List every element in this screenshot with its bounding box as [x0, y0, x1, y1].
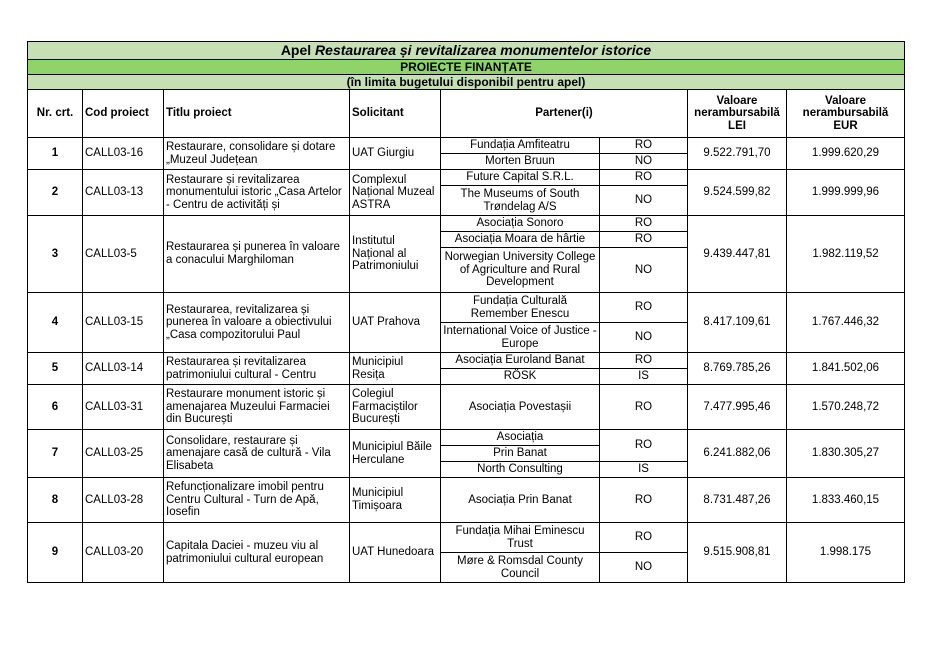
partner-name: Future Capital S.R.L.: [441, 170, 600, 186]
table-row: [28, 138, 905, 154]
grant-eur: 1.998.175: [787, 523, 905, 583]
partner-name: Fundația Amfiteatru: [441, 138, 600, 154]
row-number: 2: [28, 170, 83, 216]
applicant-cell: [350, 216, 441, 293]
partner-country: RO: [600, 385, 688, 430]
project-title: Restaurarea și punerea în valoare a conacului Marghiloman: [166, 241, 340, 266]
grant-lei: 8.769.785,26: [688, 353, 787, 385]
partner-country: RO: [600, 478, 688, 523]
grant-lei: 9.522.791,70: [688, 138, 787, 170]
partner-name: Fundația Culturală Remember Enescu: [441, 293, 600, 323]
project-title: Capitala Daciei - muzeu viu al patrimoniului cultural european: [166, 539, 324, 565]
call-title-prefix: Apel: [280, 42, 316, 59]
project-title-cell: [164, 353, 350, 385]
row-number: 4: [28, 293, 83, 353]
applicant-cell: [350, 138, 441, 170]
partner-name: Møre & Romsdal County Council: [441, 553, 600, 583]
project-title-cell: [164, 293, 350, 353]
applicant: UAT Prahova: [352, 316, 420, 329]
header-cod: Cod proiect: [83, 90, 164, 138]
partner-name: Norwegian University College of Agriculture and Rural Development: [441, 248, 600, 293]
row-number: 3: [28, 216, 83, 293]
partner-name: RÖSK: [441, 369, 600, 385]
applicant-cell: [350, 385, 441, 430]
funded-projects-heading: PROIECTE FINANȚATE: [28, 60, 905, 75]
row-number: 8: [28, 478, 83, 523]
project-title: Consolidare, restaurare și amenajare casă de cultură - Vila Elisabeta: [166, 434, 331, 472]
row-number: 1: [28, 138, 83, 170]
partner-country: IS: [600, 462, 688, 478]
grant-eur: 1.841.502,06: [787, 353, 905, 385]
grant-lei: 9.439.447,81: [688, 216, 787, 293]
project-title-cell: [164, 430, 350, 478]
row-number: 6: [28, 385, 83, 430]
row-number: 7: [28, 430, 83, 478]
partner-name: Asociația Euroland Banat: [441, 353, 600, 369]
applicant-cell: [350, 523, 441, 583]
partner-country: RO: [600, 216, 688, 232]
applicant-cell: [350, 478, 441, 523]
project-title: Restaurarea și revitalizarea patrimoniului cultural - Centru: [166, 355, 317, 381]
partner-country: RO: [600, 138, 688, 154]
project-title-cell: [164, 170, 350, 216]
project-rows: [28, 138, 905, 583]
grant-lei: 8.731.487,26: [688, 478, 787, 523]
grant-eur: 1.833.460,15: [787, 478, 905, 523]
project-code: CALL03-5: [83, 216, 164, 293]
project-code: CALL03-20: [83, 523, 164, 583]
applicant-cell: [350, 293, 441, 353]
partner-country: NO: [600, 323, 688, 353]
table-row: [28, 293, 905, 323]
partner-country: NO: [600, 553, 688, 583]
projects-table: [27, 41, 905, 583]
header-partener: Partener(i): [441, 90, 688, 138]
project-title: Restaurare și revitalizarea monumentului istoric „Casa Artelor - Centru de activități și: [166, 173, 342, 211]
project-title-cell: [164, 138, 350, 170]
applicant: UAT Hunedoara: [352, 546, 435, 559]
grant-eur: 1.999.620,29: [787, 138, 905, 170]
project-title: Restaurarea, revitalizarea și punerea în valoare a obiectivului „Casa compozitorului Paul: [166, 303, 332, 341]
partner-name: Asociația Prin Banat: [441, 478, 600, 523]
project-title-cell: [164, 385, 350, 430]
partner-name: North Consulting: [441, 462, 600, 478]
partner-country: NO: [600, 154, 688, 170]
grant-lei: 7.477.995,46: [688, 385, 787, 430]
project-code: CALL03-13: [83, 170, 164, 216]
project-code: CALL03-15: [83, 293, 164, 353]
partner-country: RO: [600, 232, 688, 248]
grant-eur: 1.570.248,72: [787, 385, 905, 430]
grant-lei: 9.524.599,82: [688, 170, 787, 216]
project-code: CALL03-28: [83, 478, 164, 523]
project-code: CALL03-16: [83, 138, 164, 170]
project-title: Refuncționalizare imobil pentru Centru Cultural - Turn de Apă, Iosefin: [166, 481, 324, 519]
grant-eur: 1.767.446,32: [787, 293, 905, 353]
partner-country: RO: [600, 293, 688, 323]
partner-country: RO: [600, 523, 688, 553]
call-title: [28, 42, 905, 60]
partner-name: Prin Banat: [441, 446, 600, 462]
header-eur: Valoare nerambursabilă EUR: [787, 90, 905, 138]
partner-name: Fundația Mihai Eminescu Trust: [441, 523, 600, 553]
project-code: CALL03-31: [83, 385, 164, 430]
table-row: [28, 523, 905, 553]
project-title-cell: [164, 523, 350, 583]
table-row: [28, 170, 905, 186]
partner-name: Asociația Povestașii: [441, 385, 600, 430]
applicant-cell: [350, 430, 441, 478]
grant-eur: 1.982.119,52: [787, 216, 905, 293]
grant-lei: 8.417.109,61: [688, 293, 787, 353]
applicant: Municipiul Băile Herculane: [352, 440, 432, 466]
partner-country: IS: [600, 369, 688, 385]
applicant: Colegiul Farmaciștilor București: [352, 388, 418, 426]
header-lei: Valoare nerambursabilă LEI: [688, 90, 787, 138]
applicant-cell: [350, 170, 441, 216]
grant-lei: 9.515.908,81: [688, 523, 787, 583]
project-code: CALL03-14: [83, 353, 164, 385]
partner-country: NO: [600, 186, 688, 216]
partner-name: Asociația Moara de hârtie: [441, 232, 600, 248]
applicant: Institutul Național al Patrimoniului: [352, 235, 419, 273]
applicant-cell: [350, 353, 441, 385]
partner-country: RO: [600, 430, 688, 462]
row-number: 5: [28, 353, 83, 385]
grant-eur: 1.999.999,96: [787, 170, 905, 216]
partner-name: Asociația Sonoro: [441, 216, 600, 232]
project-title-cell: [164, 478, 350, 523]
table-row: [28, 385, 905, 430]
applicant: Municipiul Resița: [352, 355, 404, 381]
applicant: UAT Giurgiu: [352, 147, 415, 160]
budget-limit-note: (în limita bugetului disponibil pentru apel): [28, 75, 905, 90]
partner-country: NO: [600, 248, 688, 293]
project-code: CALL03-25: [83, 430, 164, 478]
partner-name: Morten Bruun: [441, 154, 600, 170]
partner-name: The Museums of South Trøndelag A/S: [441, 186, 600, 216]
project-title-cell: [164, 216, 350, 293]
table-row: [28, 430, 905, 446]
table-row: [28, 353, 905, 369]
table-row: [28, 478, 905, 523]
row-number: 9: [28, 523, 83, 583]
header-titlu: Titlu proiect: [164, 90, 350, 138]
partner-name: International Voice of Justice - Europe: [441, 323, 600, 353]
project-title: Restaurare monument istoric și amenajarea Muzeului Farmaciei din București: [166, 388, 330, 426]
call-title-italic: Restaurarea și revitalizarea monumentelor istorice: [315, 42, 652, 59]
header-nr: Nr. crt.: [28, 90, 83, 138]
partner-country: RO: [600, 353, 688, 369]
grant-lei: 6.241.882,06: [688, 430, 787, 478]
funded-projects-sheet: [27, 41, 904, 583]
partner-name: Asociația: [441, 430, 600, 446]
table-row: [28, 216, 905, 232]
project-title: Restaurare, consolidare și dotare „Muzeul Județean: [166, 140, 336, 166]
grant-eur: 1.830.305,27: [787, 430, 905, 478]
applicant: Complexul Național Muzeal ASTRA: [352, 173, 435, 211]
partner-country: RO: [600, 170, 688, 186]
applicant: Municipiul Timișoara: [352, 487, 404, 512]
header-solicitant: Solicitant: [350, 90, 441, 138]
